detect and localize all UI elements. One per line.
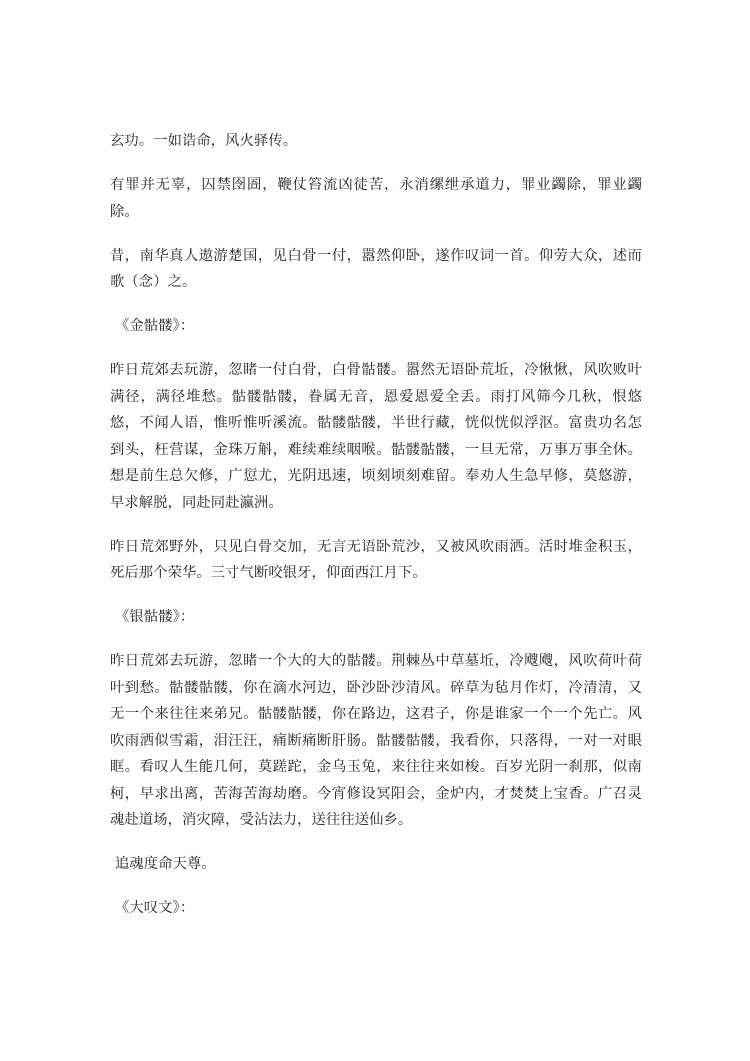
paragraph-zhui-hun-du-ming-tian-zun: 追魂度命天尊。 <box>115 856 216 872</box>
section-heading-da-tan-wen: 《大叹文》： <box>115 900 195 916</box>
paragraph-有罪并无辜: 有罪并无辜，囚禁囹圄，鞭仗笞流凶徒苦，永消缧绁承道力，罪业蠲除，罪业蠲除。 <box>110 177 642 220</box>
paragraph-jin-ku-lou-verse: 昨日荒郊去玩游，忽睹一付白骨，白骨骷髅。嚣然无语卧荒坵，冷愀愀，风吹败叶满径，满径堆愁。骷髅骷髅，眷属无音，恩爱恩爱全丢。雨打风筛今几秋，恨悠悠，不闻人语，惟听惟听溪流。骷髅骷髅，半世行藏，恍似恍似浮沤。富贵功名怎到头，枉营谋，金珠万斛，难续难续咽喉。骷髅骷髅，一旦无常，万事万事全休。想是前生总欠修，广愆尤，光阴迅速，顷刻顷刻难留。奉劝人生急早修，莫悠游，早求解脱，同赴同赴瀛洲。 <box>110 362 642 511</box>
section-heading-yin-ku-lou: 《银骷髅》： <box>115 609 195 625</box>
paragraph-zuo-ri-huang-jiao-ye-wai: 昨日荒郊野外，只见白骨交加，无言无语卧荒沙，又被风吹雨洒。活时堆金积玉，死后那个荣华。三寸气断咬银牙，仰面西江月下。 <box>110 538 642 581</box>
paragraph-yin-ku-lou-verse: 昨日荒郊去玩游，忽睹一个大的大的骷髅。荆棘丛中草墓坵，冷飕飕，风吹荷叶荷叶到愁。骷髅骷髅，你在滴水河边，卧沙卧沙清风。碎草为毡月作灯，冷清清，又无一个来往往来弟兄。骷髅骷髅，你在路边，这君子，你是谁家一个一个先亡。风吹雨洒似雪霜，泪汪汪，痛断痛断肝肠。骷髅骷髅，我看你，只落得，一对一对眼眶。看叹人生能几何，莫蹉跎，金乌玉兔，来往往来如梭。百岁光阴一刹那，似南柯，早求出离，苦海苦海劫磨。今宵修设冥阳会，金炉内，才焚焚上宝香。广召灵魂赴道场，消灾障，受沾法力，送往往送仙乡。 <box>110 653 642 828</box>
paragraph-玄功: 玄功。一如诰命，风火驿传。 <box>110 133 298 149</box>
section-heading-jin-ku-lou: 《金骷髅》： <box>115 318 195 334</box>
paragraph-昔南华真人: 昔，南华真人遨游楚国，见白骨一付，嚣然仰卧，遂作叹词一首。仰劳大众，述而歌（念）之。 <box>110 247 642 290</box>
document-body <box>110 128 642 922</box>
